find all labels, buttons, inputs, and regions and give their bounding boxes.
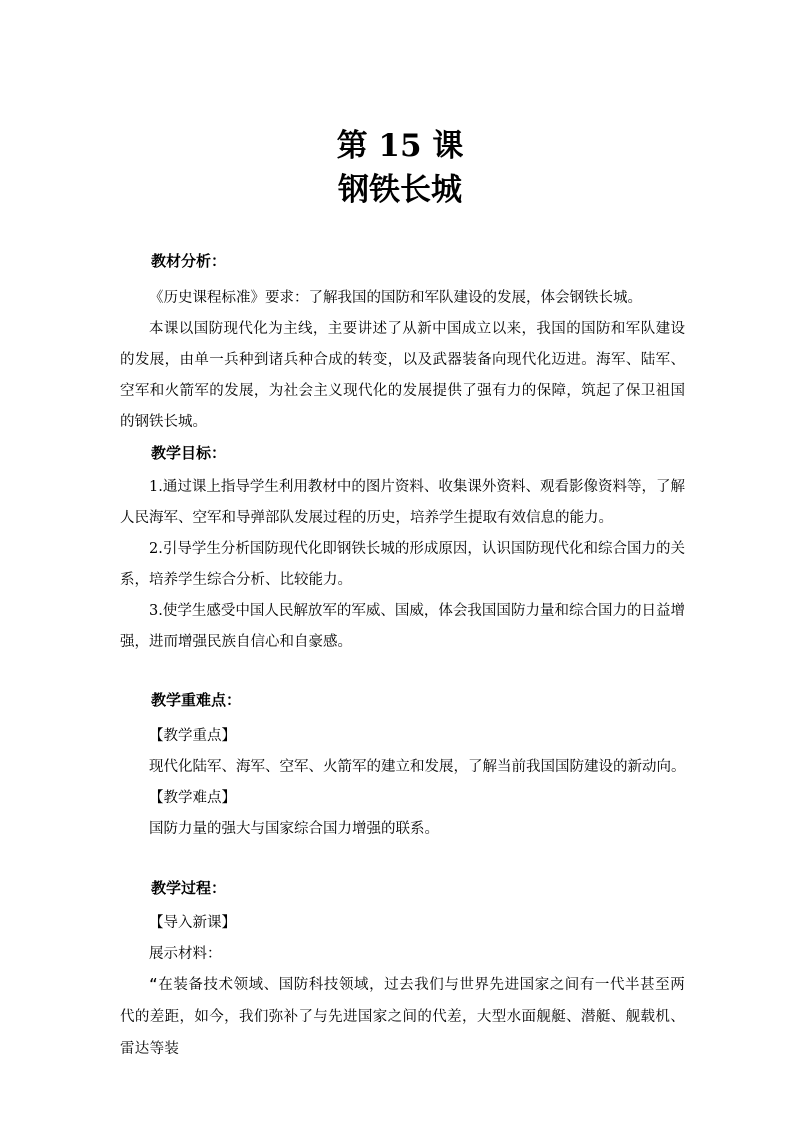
- material-quote: “在装备技术领域、国防科技领域，过去我们与世界先进国家之间有一代半甚至两代的差距，如今，我们弥补了与先进国家之间的代差，大型水面舰艇、潜艇、舰载机、雷达等装: [120, 977, 685, 1057]
- difficulty-text: 国防力量的强大与国家综合国力增强的联系。: [149, 821, 439, 837]
- lesson-number-title: 第 15 课: [336, 128, 464, 164]
- focus-label: 【教学重点】: [149, 728, 236, 744]
- analysis-heading: 教材分析：: [151, 252, 227, 270]
- goal-item-3: 3.使学生感受中国人民解放军的军威、国威，体会我国国防力量和综合国力的日益增强，进而增强民族自信心和自豪感。: [120, 603, 685, 650]
- lesson-title: 钢铁长城: [338, 172, 462, 208]
- process-heading: 教学过程：: [151, 879, 227, 897]
- goal-item-1: 1.通过课上指导学生利用教材中的图片资料、收集课外资料、观看影像资料等，了解人民海军、空军和导弹部队发展过程的历史，培养学生提取有效信息的能力。: [120, 479, 685, 526]
- analysis-paragraph-1: 《历史课程标准》要求：了解我国的国防和军队建设的发展，体会钢铁长城。: [149, 290, 642, 306]
- focus-text: 现代化陆军、海军、空军、火箭军的建立和发展，了解当前我国国防建设的新动向。: [149, 759, 686, 775]
- goals-heading: 教学目标：: [151, 444, 227, 462]
- difficulty-label: 【教学难点】: [149, 790, 236, 806]
- goal-item-2: 2.引导学生分析国防现代化即钢铁长城的形成原因，认识国防现代化和综合国力的关系，培养学生综合分析、比较能力。: [120, 541, 685, 588]
- intro-label: 【导入新课】: [149, 915, 236, 931]
- show-material-label: 展示材料：: [149, 946, 222, 962]
- analysis-paragraph-2: 本课以国防现代化为主线，主要讲述了从新中国成立以来，我国的国防和军队建设的发展，由单一兵种到诸兵种合成的转变，以及武器装备向现代化迈进。海军、陆军、空军和火箭军的发展，为社会主义现代化的发展提供了强有力的保障，筑起了保卫祖国的钢铁长城。: [120, 321, 685, 430]
- keypoints-heading: 教学重难点：: [151, 691, 242, 709]
